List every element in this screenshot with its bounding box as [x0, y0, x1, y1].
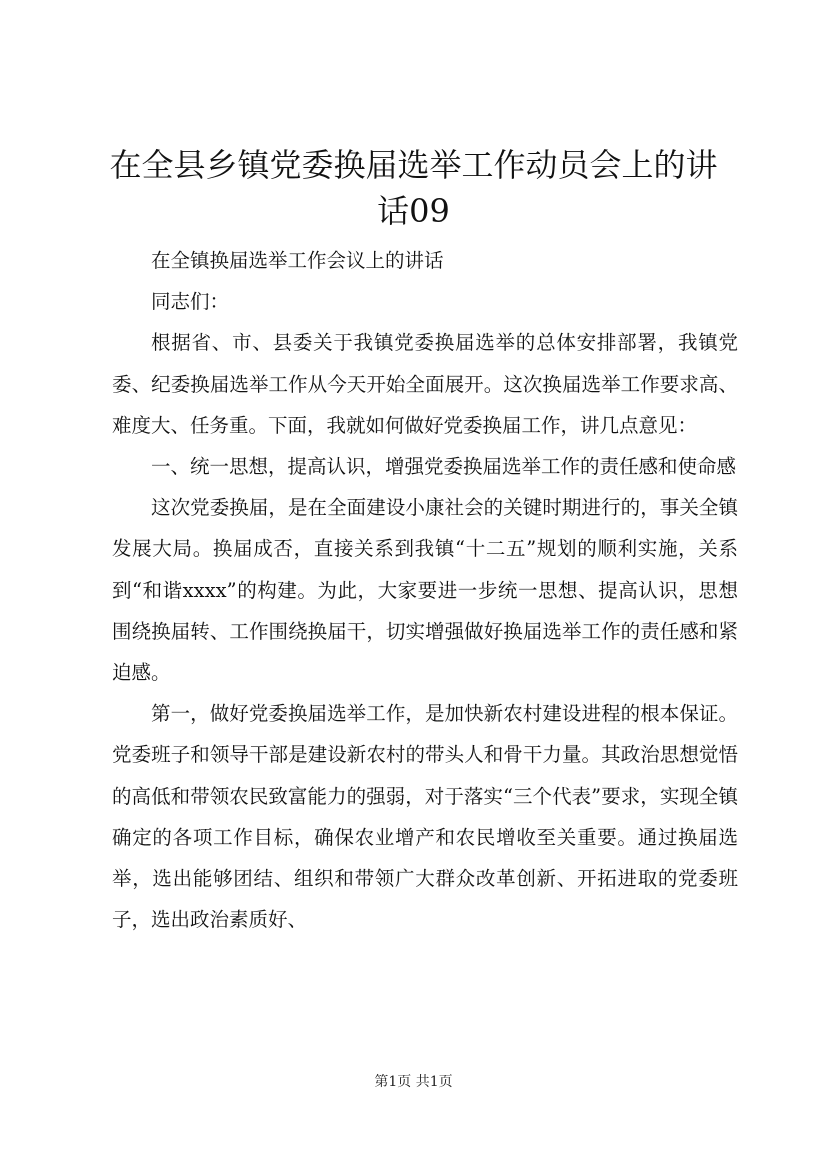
paragraph-context: 这次党委换届，是在全面建设小康社会的关键时期进行的，事关全镇发展大局。换届成否，直接关系到我镇“十二五”规划的顺利实施，关系到“和谐xxxx”的构建。为此，大家要进一步统一思想、提高认识，思想围绕换届转、工作围绕换届干，切实增强做好换届选举工作的责任感和紧迫感。: [112, 496, 738, 685]
document-body: [112, 240, 738, 940]
salutation: 同志们：: [151, 290, 230, 314]
document-title: 在全县乡镇党委换届选举工作动员会上的讲话09: [109, 146, 718, 230]
section-heading-1: 一、统一思想，提高认识，增强党委换届选举工作的责任感和使命感: [151, 455, 737, 479]
page-footer: 第1页 共1页: [374, 1074, 453, 1090]
speech-subtitle: 在全镇换届选举工作会议上的讲话: [151, 249, 444, 272]
paragraph-intro: 根据省、市、县委关于我镇党委换届选举的总体安排部署，我镇党委、纪委换届选举工作从今天开始全面展开。这次换届选举工作要求高、难度大、任务重。下面，我就如何做好党委换届工作，讲几点意见：: [112, 331, 738, 437]
paragraph-first-point: 第一，做好党委换届选举工作，是加快新农村建设进程的根本保证。党委班子和领导干部是建设新农村的带头人和骨干力量。其政治思想觉悟的高低和带领农民致富能力的强弱，对于落实“三个代表”要求，实现全镇确定的各项工作目标，确保农业增产和农民增收至关重要。通过换届选举，选出能够团结、组织和带领广大群众改革创新、开拓进取的党委班子，选出政治素质好、: [112, 702, 738, 932]
